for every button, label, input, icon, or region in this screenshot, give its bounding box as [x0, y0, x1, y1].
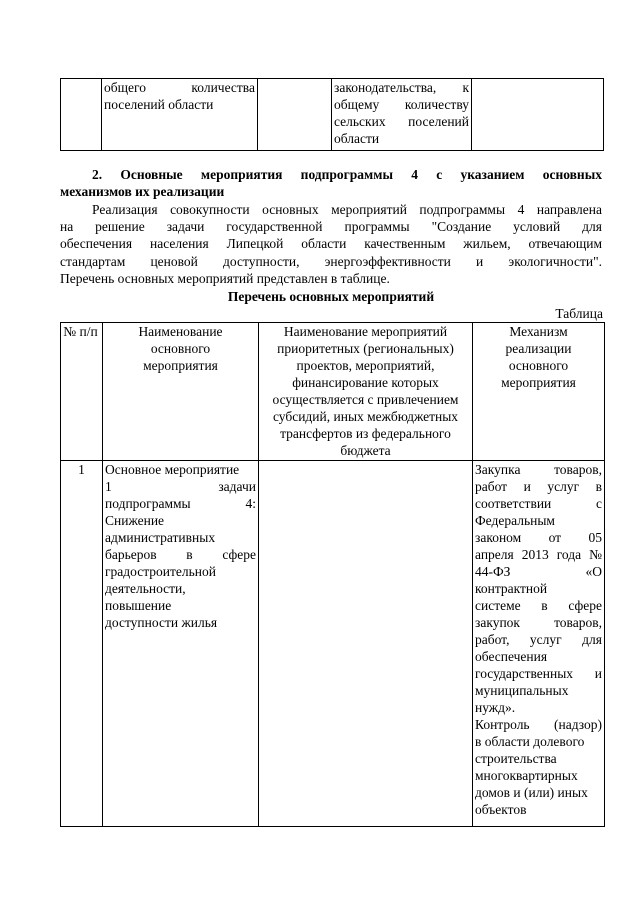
cell-text: закупок товаров,	[475, 615, 602, 630]
cell-text: 44-ФЗ «О	[475, 564, 602, 579]
cont-text: области	[334, 131, 380, 146]
cont-text: законодательства, к	[334, 80, 469, 95]
measures-table	[60, 322, 605, 827]
table-row	[61, 461, 605, 827]
cell-text: Закупка товаров,	[475, 462, 602, 477]
header-text: Механизм	[509, 324, 568, 339]
cell-text: нужд».	[475, 700, 516, 715]
cell-text: работ и услуг в	[475, 479, 602, 494]
header-text: основного	[508, 358, 569, 373]
header-text: бюджета	[340, 443, 391, 458]
cont-text: сельских поселений	[334, 114, 469, 129]
cell-text: контрактной	[475, 581, 548, 596]
header-text: реализации	[505, 341, 572, 356]
cont-cell-4	[332, 79, 472, 151]
cell-text: Федеральным	[475, 513, 555, 528]
cont-cell-3	[258, 79, 332, 151]
cell-text: Основное мероприятие	[105, 462, 240, 477]
cell-text: административных	[105, 530, 216, 545]
cell-text: подпрограммы 4:	[105, 496, 256, 511]
paragraph-line: Реализация совокупности основных мероприятий подпрограммы 4 направлена	[92, 202, 602, 217]
heading-line: механизмов их реализации	[60, 184, 225, 200]
header-text: № п/п	[63, 324, 98, 339]
continuation-table	[60, 78, 604, 151]
header-text: финансирование которых	[292, 375, 439, 390]
cell-text: в области долевого	[475, 734, 585, 749]
header-text: проектов, мероприятий,	[296, 358, 435, 373]
cell-text: многоквартирных	[475, 768, 578, 783]
cell-text: государственных и	[475, 666, 602, 681]
cell-text: деятельности,	[105, 581, 186, 596]
paragraph-line: обеспечения населения Липецкой области качественным жильем, отвечающим	[60, 236, 602, 252]
cell-text: градостроительной	[105, 564, 216, 579]
cell-text: Снижение	[105, 513, 165, 528]
header-cell-mechanism	[473, 323, 605, 461]
header-cell-projects	[259, 323, 473, 461]
row-number: 1	[61, 461, 103, 827]
cell-text: муниципальных	[475, 683, 569, 698]
header-text: мероприятия	[143, 358, 218, 373]
cont-cell-5	[472, 79, 604, 151]
row-projects	[259, 461, 473, 827]
row-mechanism	[473, 461, 605, 827]
header-text: основного	[150, 341, 211, 356]
header-text: приоритетных (региональных)	[277, 341, 454, 356]
header-text: Наименование мероприятий	[283, 324, 448, 339]
header-text: мероприятия	[501, 375, 576, 390]
table-label: Таблица	[555, 306, 603, 321]
cell-text: строительства	[475, 751, 557, 766]
cell-text: доступности жилья	[105, 615, 218, 630]
cont-text: общему количеству	[334, 97, 469, 112]
header-cell-name	[103, 323, 259, 461]
paragraph-line: стандартам ценовой доступности, энергоэффективности и экологичности".	[60, 253, 602, 269]
section-heading	[60, 166, 602, 200]
cont-text: общего количества	[104, 80, 255, 95]
cell-text: домов и (или) иных	[475, 785, 588, 800]
header-text: осуществляется с привлечением	[272, 392, 459, 407]
cell-text: 1 задачи	[105, 479, 256, 494]
cell-text: законом от 05	[475, 530, 602, 545]
cell-text: Контроль (надзор)	[475, 717, 602, 732]
table-header-row	[61, 323, 605, 461]
row-measure-name	[103, 461, 259, 827]
header-text: трансфертов из федерального	[280, 426, 451, 441]
cont-cell-2	[102, 79, 258, 151]
cell-text: системе в сфере	[475, 598, 602, 613]
cell-text: апреля 2013 года №	[475, 547, 602, 562]
header-cell-num	[61, 323, 103, 461]
cell-text: повышение	[105, 598, 172, 613]
table-title: Перечень основных мероприятий	[227, 289, 435, 304]
cont-text: поселений области	[104, 97, 214, 112]
cell-text: соответствии с	[475, 496, 602, 511]
header-text: Наименование	[138, 324, 223, 339]
cont-cell-1	[61, 79, 102, 151]
paragraph-line: Перечень основных мероприятий представлен в таблице.	[60, 270, 390, 286]
cell-text: обеспечения	[475, 649, 548, 664]
header-text: субсидий, иных межбюджетных	[272, 409, 459, 424]
paragraph-line: на решение задачи государственной программы "Создание условий для	[60, 219, 602, 235]
heading-line: 2. Основные мероприятия подпрограммы 4 с указанием основных	[92, 167, 602, 182]
cell-text: работ, услуг для	[475, 632, 602, 647]
intro-paragraph	[60, 201, 602, 287]
cell-text: объектов	[475, 802, 527, 817]
cell-text: барьеров в сфере	[105, 547, 256, 562]
